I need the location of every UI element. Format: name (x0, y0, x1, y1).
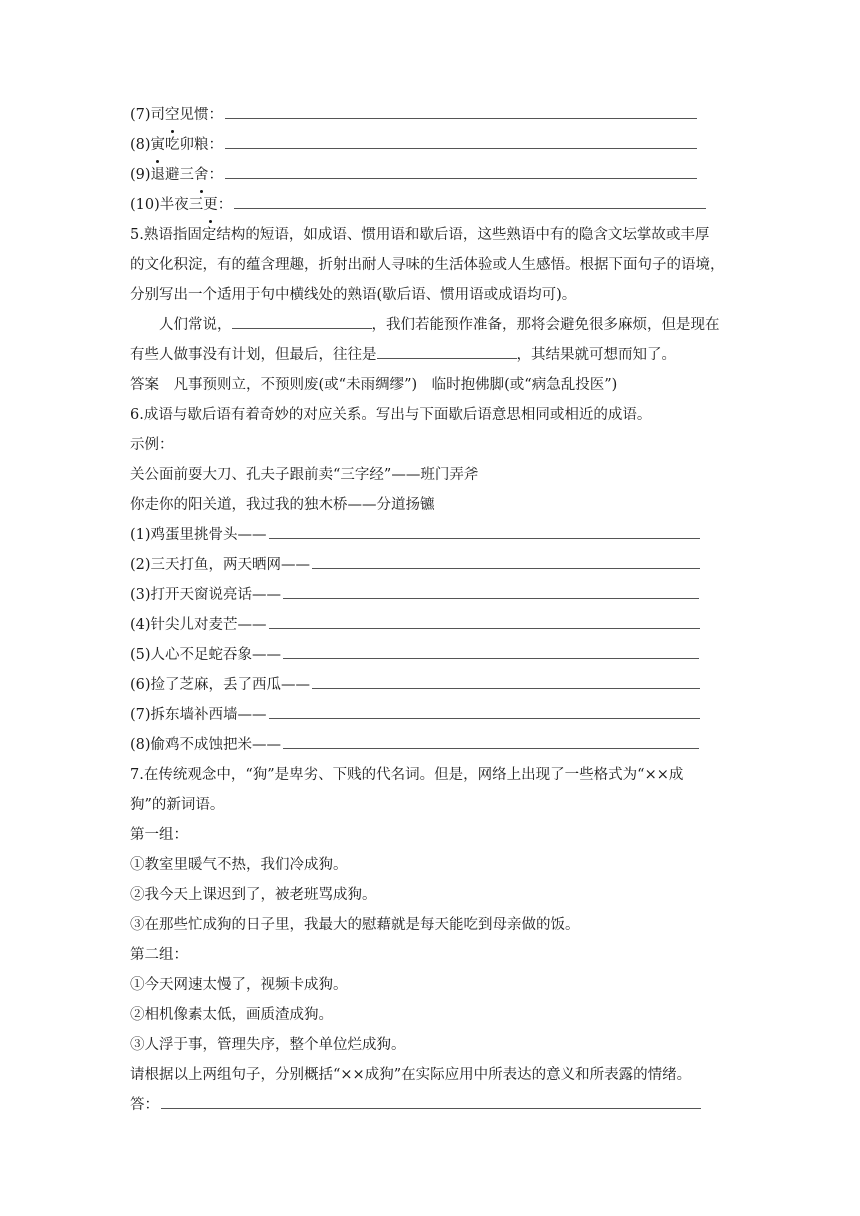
q7-group-1-sentence: ③在那些忙成狗的日子里，我最大的慰藉就是每天能吃到母亲做的饭。 (130, 917, 580, 933)
q7-line-2: 狗”的新词语。 (130, 797, 225, 813)
answer-line[interactable] (161, 1092, 701, 1109)
q5-blank-2[interactable] (377, 342, 517, 359)
q6-item-6: (6)捡了芝麻，丢了西瓜—— (130, 670, 730, 700)
dotted-char: 寅 (151, 130, 166, 160)
q6-item-2: (2)三天打鱼，两天晒网—— (130, 550, 730, 580)
q7-group-2-sentence: ①今天网速太慢了，视频卡成狗。 (130, 977, 348, 993)
answer-line[interactable] (225, 102, 697, 119)
dotted-char: 空 (165, 100, 180, 130)
item-number: (7) (130, 107, 151, 123)
answer-line[interactable] (269, 702, 700, 719)
answer-line[interactable] (269, 612, 700, 629)
q6-title: 6.成语与歇后语有着奇妙的对应关系。写出与下面歇后语意思相同或相近的成语。 (130, 407, 652, 423)
answer-line[interactable] (312, 672, 700, 689)
q6-example-label: 示例： (130, 437, 174, 453)
q5-line-2: 的文化积淀，有的蕴含理趣，折射出耐人寻味的生活体验或人生感悟。根据下面句子的语境， (130, 257, 725, 273)
q5-answer: 答案 凡事预则立，不预则废(或“未雨绸缪”) 临时抱佛脚(或“病急乱投医”) (130, 377, 618, 393)
dotted-char: 舍 (194, 160, 209, 190)
q6-item-8: (8)偷鸡不成蚀把米—— (130, 730, 730, 760)
item-number: (9) (130, 167, 151, 183)
q5-line-3: 分别写出一个适用于句中横线处的熟语(歇后语、惯用语或成语均可)。 (130, 287, 577, 303)
dotted-char: 更 (203, 190, 218, 220)
answer-line[interactable] (234, 192, 706, 209)
answer-line[interactable] (225, 162, 697, 179)
document-page (130, 100, 730, 1120)
idiom-item-10: (10) 半夜三 更 ： (130, 190, 730, 220)
q7-group-2-label: 第二组： (130, 947, 188, 963)
answer-line[interactable] (225, 132, 697, 149)
q7-prompt: 请根据以上两组句子，分别概括“××成狗”在实际应用中所表达的意义和所表露的情绪。 (130, 1067, 692, 1083)
q5-sentence-2: 有些人做事没有计划，但最后，往往是 ，其结果就可想而知了。 (130, 340, 730, 370)
answer-line[interactable] (283, 582, 699, 599)
q6-item-7: (7)拆东墙补西墙—— (130, 700, 730, 730)
q7-group-1-sentence: ①教室里暖气不热，我们冷成狗。 (130, 857, 348, 873)
q6-example-1: 关公面前耍大刀、孔夫子跟前卖“三字经”——班门弄斧 (130, 467, 479, 483)
q5-line-1: 5.熟语指固定结构的短语，如成语、惯用语和歇后语，这些熟语中有的隐含文坛掌故或丰厚 (130, 227, 710, 243)
idiom-item-9: (9) 退避三 舍 ： (130, 160, 730, 190)
idiom-item-7: (7) 司 空 见惯： (130, 100, 730, 130)
answer-line[interactable] (269, 522, 700, 539)
q6-item-3: (3)打开天窗说亮话—— (130, 580, 730, 610)
q7-answer: 答： (130, 1090, 730, 1120)
q6-example-2: 你走你的阳关道，我过我的独木桥——分道扬镳 (130, 497, 435, 513)
answer-line[interactable] (283, 642, 699, 659)
q7-line-1: 7.在传统观念中，“狗”是卑劣、下贱的代名词。但是，网络上出现了一些格式为“××成 (130, 767, 684, 783)
q6-item-5: (5)人心不足蛇吞象—— (130, 640, 730, 670)
answer-line[interactable] (283, 732, 699, 749)
q7-group-2-sentence: ③人浮于事，管理失序，整个单位烂成狗。 (130, 1037, 406, 1053)
q7-group-1-label: 第一组： (130, 827, 188, 843)
q5-sentence-1: 人们常说， ，我们若能预作准备，那将会避免很多麻烦，但是现在 (130, 310, 730, 340)
q5-blank-1[interactable] (232, 312, 372, 329)
item-number: (10) (130, 197, 160, 213)
idiom-item-8: (8) 寅 吃卯粮： (130, 130, 730, 160)
q7-group-2-sentence: ②相机像素太低，画质渣成狗。 (130, 1007, 333, 1023)
answer-line[interactable] (312, 552, 700, 569)
q6-item-1: (1)鸡蛋里挑骨头—— (130, 520, 730, 550)
q6-item-4: (4)针尖儿对麦芒—— (130, 610, 730, 640)
q7-group-1-sentence: ②我今天上课迟到了，被老班骂成狗。 (130, 887, 377, 903)
item-number: (8) (130, 137, 151, 153)
